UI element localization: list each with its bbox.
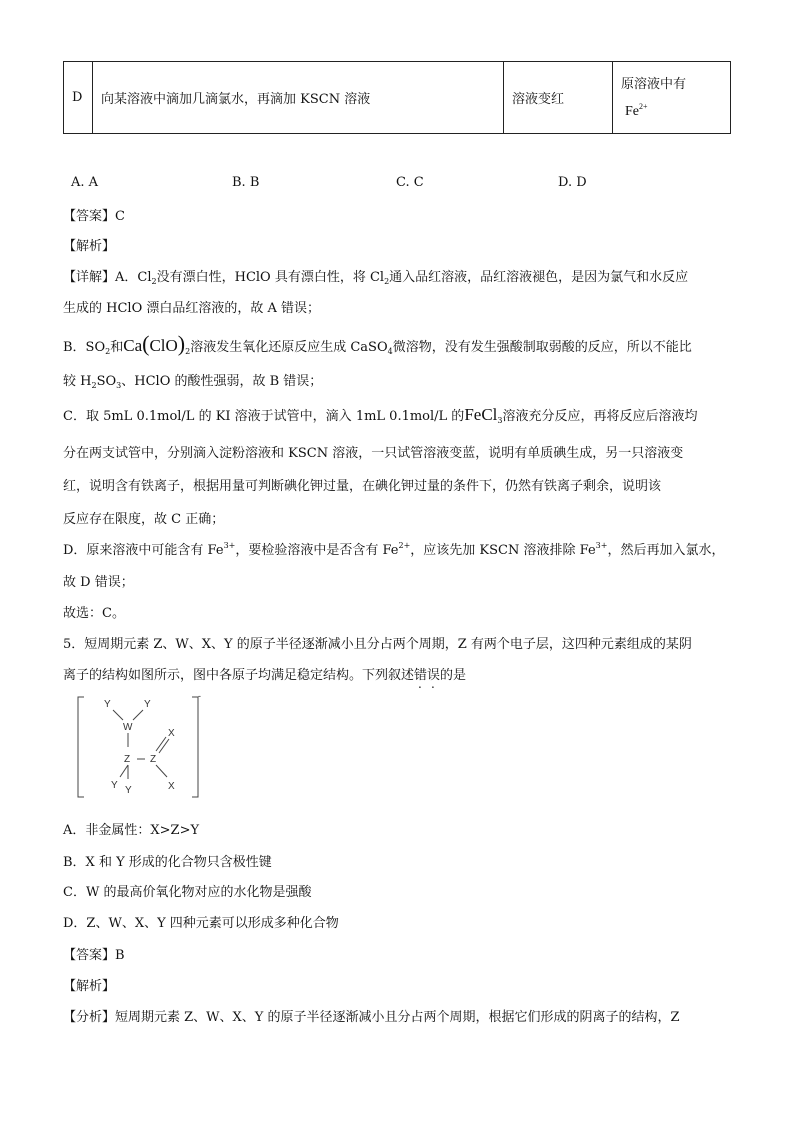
table-row bbox=[64, 62, 731, 134]
detail-c-line4: 反应存在限度，故 C 正确； bbox=[63, 512, 225, 527]
q5-option-a: A．非金属性：X>Z>Y bbox=[63, 823, 200, 838]
q5-option-b: B．X 和 Y 形成的化合物只含极性键 bbox=[63, 855, 272, 870]
choice-b: B. B bbox=[232, 175, 260, 190]
atom-label: Y bbox=[104, 699, 111, 710]
q5-answer-line: 【答案】B bbox=[63, 948, 125, 963]
choice-d: D. D bbox=[558, 175, 587, 190]
choice-c: C. C bbox=[396, 175, 424, 190]
detail-c-line3: 红，说明含有铁离子，根据用量可判断碘化钾过量，在碘化钾过量的条件下，仍然有铁离子剩余，说明该 bbox=[63, 479, 662, 494]
row-conclusion bbox=[613, 62, 731, 134]
atom-label: Y bbox=[125, 785, 132, 796]
atom-label: Z bbox=[150, 754, 157, 765]
detail-b-line2: 较 $H_2SO_3$、HClO 的酸性强弱，故 B 错误； bbox=[63, 374, 323, 390]
q5-option-c: C．W 的最高价氧化物对应的水化物是强酸 bbox=[63, 885, 312, 900]
q5-analysis-tag: 【解析】 bbox=[63, 979, 116, 994]
answer-line: 【答案】C bbox=[63, 209, 125, 224]
detail-b-line1: B．$SO_2$和$Ca(ClO)_2$溶液发生氧化还原反应生成 CaSO$_4$微溶物，没有发生强酸制取弱酸的反应，所以不能比 bbox=[63, 331, 692, 356]
detail-c-line2: 分在两支试管中，分别滴入淀粉溶液和 KSCN 溶液，一只试管溶液变蓝，说明有单质碘生成，另一只溶液变 bbox=[63, 446, 684, 461]
anion-charge: - bbox=[198, 693, 201, 701]
atom-label: X bbox=[168, 728, 175, 739]
atom-label: Z bbox=[124, 754, 131, 765]
q5-analysis-line: 【分析】短周期元素 Z、W、X、Y 的原子半径逐渐减小且分占两个周期，根据它们形成的阴离子的结构，Z bbox=[63, 1010, 680, 1025]
atom-label: W bbox=[123, 722, 133, 733]
anion-structure-diagram bbox=[70, 693, 210, 803]
row-letter: D bbox=[64, 62, 93, 134]
conclusion-ion: $Fe^{2+}$ bbox=[625, 102, 648, 119]
q5-option-d: D．Z、W、X、Y 四种元素可以形成多种化合物 bbox=[63, 916, 339, 931]
detail-a-line2: 生成的 HClO 漂白品红溶液的，故 A 错误； bbox=[63, 301, 321, 316]
row-phenomenon: 溶液变红 bbox=[504, 62, 613, 134]
conclusion-text: 原溶液中有 bbox=[621, 77, 687, 92]
atom-label: X bbox=[168, 781, 175, 792]
row-operation: 向某溶液中滴加几滴氯水，再滴加 KSCN 溶液 bbox=[93, 62, 504, 134]
atom-label: Y bbox=[144, 699, 151, 710]
atom-label: Y bbox=[111, 780, 118, 791]
option-table bbox=[63, 61, 731, 134]
q5-stem-line1: 5．短周期元素 Z、W、X、Y 的原子半径逐渐减小且分占两个周期，Z 有两个电子层，这四种元素组成的某阴 bbox=[63, 637, 692, 652]
detail-conclusion: 故选：C。 bbox=[63, 606, 125, 621]
detail-a-line1: 【详解】A．$Cl_2$没有漂白性，HClO 具有漂白性，将 $Cl_2$通入品红溶液，品红溶液褪色，是因为氯气和水反应 bbox=[63, 270, 689, 286]
detail-d-line1: D．原来溶液中可能含有 $Fe^{3+}$，要检验溶液中是否含有 $Fe^{2+}$，应该先加 KSCN 溶液排除 $Fe^{3+}$，然后再加入氯水， bbox=[63, 541, 725, 558]
detail-c-line1: C．取 5mL 0.1mol/L 的 KI 溶液于试管中，滴入 1mL 0.1mol/L 的FeCl$_3$溶液充分反应，再将反应后溶液均 bbox=[63, 405, 698, 425]
q5-stem-line2: 离子的结构如图所示，图中各原子均满足稳定结构。下列叙述错误的是 bbox=[63, 668, 467, 683]
analysis-tag: 【解析】 bbox=[63, 239, 116, 254]
detail-d-line2: 故 D 错误； bbox=[63, 575, 134, 590]
choice-a: A. A bbox=[71, 175, 99, 190]
